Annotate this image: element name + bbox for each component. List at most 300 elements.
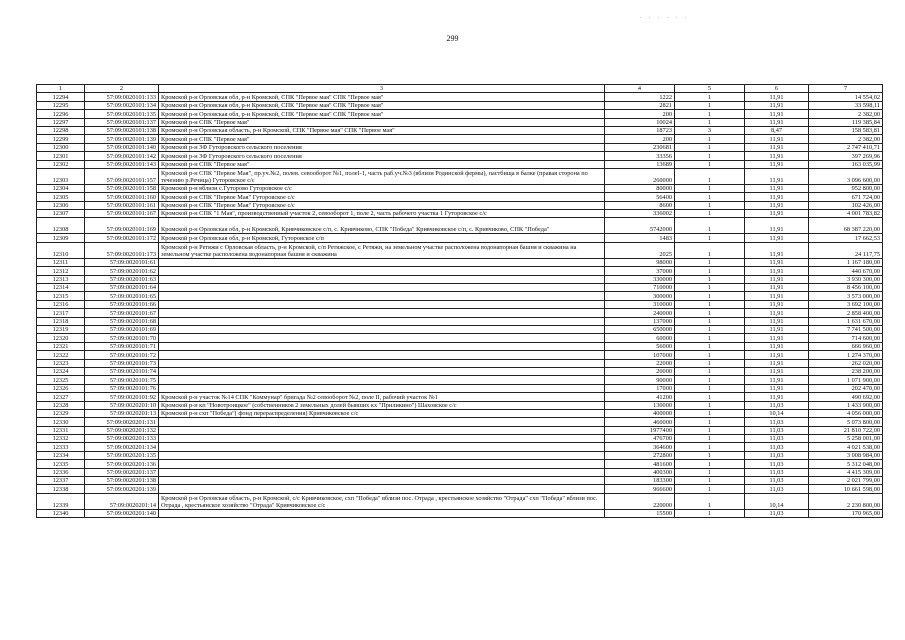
- count-cell: 1: [675, 292, 745, 300]
- table-row: [37, 234, 883, 242]
- rate-cell: 11,03: [745, 468, 809, 476]
- rate-cell: 11,91: [745, 300, 809, 308]
- location-cell: [159, 351, 605, 359]
- value-cell: 21 810 722,00: [809, 426, 883, 434]
- location-cell: [159, 435, 605, 443]
- location-cell: [159, 376, 605, 384]
- rate-cell: 11,91: [745, 201, 809, 209]
- row-number-cell: 12325: [37, 376, 85, 384]
- area-cell: 240000: [605, 309, 675, 317]
- cadastral-number-cell: 57:09:0020101:133: [85, 93, 159, 101]
- value-cell: 4 021 538,00: [809, 443, 883, 451]
- location-cell: [159, 418, 605, 426]
- table-row: [37, 393, 883, 401]
- count-cell: 1: [675, 101, 745, 109]
- area-cell: 130000: [605, 401, 675, 409]
- rate-cell: 11,03: [745, 418, 809, 426]
- cadastral-number-cell: 57:09:0020101:67: [85, 309, 159, 317]
- value-cell: 170 965,00: [809, 509, 883, 517]
- count-cell: 1: [675, 426, 745, 434]
- cadastral-number-cell: 57:09:0020101:92: [85, 393, 159, 401]
- row-number-cell: 12337: [37, 477, 85, 485]
- area-cell: 56400: [605, 193, 675, 201]
- cadastral-number-cell: 57:09:0020101:65: [85, 292, 159, 300]
- cadastral-number-cell: 57:09:0020101:142: [85, 152, 159, 160]
- cadastral-number-cell: 57:09:0020101:138: [85, 126, 159, 134]
- count-cell: 1: [675, 300, 745, 308]
- table-row: [37, 201, 883, 209]
- area-cell: 15500: [605, 509, 675, 517]
- area-cell: 8600: [605, 201, 675, 209]
- table-row: [37, 309, 883, 317]
- rate-cell: 11,91: [745, 218, 809, 234]
- cadastral-number-cell: 57:09:0020101:160: [85, 193, 159, 201]
- table-row: [37, 267, 883, 275]
- cadastral-number-cell: 57:09:0020201:13: [85, 409, 159, 417]
- location-cell: [159, 443, 605, 451]
- rate-cell: 11,91: [745, 367, 809, 375]
- value-cell: 163 035,99: [809, 160, 883, 168]
- table-row: [37, 334, 883, 342]
- count-cell: 1: [675, 242, 745, 258]
- column-header: 1: [37, 85, 85, 93]
- value-cell: 3 096 600,00: [809, 168, 883, 184]
- cadastral-number-cell: 57:09:0020101:139: [85, 135, 159, 143]
- row-number-cell: 12317: [37, 309, 85, 317]
- row-number-cell: 12295: [37, 101, 85, 109]
- area-cell: 260000: [605, 168, 675, 184]
- cadastral-number-cell: 57:09:0020101:69: [85, 325, 159, 333]
- area-cell: 300000: [605, 292, 675, 300]
- cadastral-number-cell: 57:09:0020101:71: [85, 342, 159, 350]
- area-cell: 107000: [605, 351, 675, 359]
- row-number-cell: 12332: [37, 435, 85, 443]
- table-row: [37, 376, 883, 384]
- value-cell: 14 554,02: [809, 93, 883, 101]
- area-cell: 966600: [605, 485, 675, 493]
- location-cell: Кромской р-н СПК "Первое мая": [159, 118, 605, 126]
- rate-cell: 11,03: [745, 426, 809, 434]
- count-cell: 1: [675, 193, 745, 201]
- table-row: [37, 210, 883, 218]
- rate-cell: 11,91: [745, 334, 809, 342]
- count-cell: 1: [675, 110, 745, 118]
- cadastral-number-cell: 57:09:0020101:61: [85, 258, 159, 266]
- rate-cell: 11,03: [745, 401, 809, 409]
- table-row: [37, 485, 883, 493]
- table-row: [37, 418, 883, 426]
- count-cell: 1: [675, 201, 745, 209]
- rate-cell: 11,91: [745, 234, 809, 242]
- rate-cell: 11,91: [745, 267, 809, 275]
- count-cell: 1: [675, 477, 745, 485]
- value-cell: 68 387 220,00: [809, 218, 883, 234]
- row-number-cell: 12294: [37, 93, 85, 101]
- rate-cell: 11,91: [745, 351, 809, 359]
- count-cell: 1: [675, 143, 745, 151]
- table-row: [37, 242, 883, 258]
- value-cell: 4 001 783,82: [809, 210, 883, 218]
- location-cell: Кромской р-н Орловская обл, р-н Кромской, СПК "Первое мая" СПК "Первое мая": [159, 93, 605, 101]
- location-cell: [159, 468, 605, 476]
- value-cell: 490 692,00: [809, 393, 883, 401]
- row-number-cell: 12340: [37, 509, 85, 517]
- value-cell: 3 692 100,00: [809, 300, 883, 308]
- count-cell: 1: [675, 184, 745, 192]
- row-number-cell: 12335: [37, 460, 85, 468]
- count-cell: 1: [675, 152, 745, 160]
- row-number-cell: 12338: [37, 485, 85, 493]
- row-number-cell: 12301: [37, 152, 85, 160]
- table-row: [37, 317, 883, 325]
- count-cell: 1: [675, 367, 745, 375]
- location-cell: [159, 477, 605, 485]
- cadastral-number-cell: 57:09:0020101:143: [85, 160, 159, 168]
- rate-cell: 8,47: [745, 126, 809, 134]
- area-cell: 710000: [605, 284, 675, 292]
- cadastral-number-cell: 57:09:0020201:131: [85, 418, 159, 426]
- value-cell: 10 661 598,00: [809, 485, 883, 493]
- table-row: [37, 284, 883, 292]
- row-number-cell: 12320: [37, 334, 85, 342]
- count-cell: 1: [675, 485, 745, 493]
- value-cell: 24 117,75: [809, 242, 883, 258]
- value-cell: 3 930 300,00: [809, 275, 883, 283]
- rate-cell: 11,03: [745, 460, 809, 468]
- area-cell: 1222: [605, 93, 675, 101]
- value-cell: 714 600,00: [809, 334, 883, 342]
- cadastral-number-cell: 57:09:0020201:10: [85, 401, 159, 409]
- value-cell: 262 020,00: [809, 359, 883, 367]
- area-cell: 460000: [605, 418, 675, 426]
- count-cell: 1: [675, 384, 745, 392]
- value-cell: 440 670,00: [809, 267, 883, 275]
- rate-cell: 11,03: [745, 435, 809, 443]
- table-row: [37, 460, 883, 468]
- area-cell: 183300: [605, 477, 675, 485]
- cadastral-number-cell: 57:09:0020201:136: [85, 460, 159, 468]
- cadastral-number-cell: 57:09:0020201:133: [85, 435, 159, 443]
- location-cell: Кромской р-н ЗФ Гуторовского сельского поселения: [159, 152, 605, 160]
- count-cell: 1: [675, 468, 745, 476]
- area-cell: 476700: [605, 435, 675, 443]
- rate-cell: 11,91: [745, 359, 809, 367]
- area-cell: 2821: [605, 101, 675, 109]
- cadastral-number-cell: 57:09:0020101:161: [85, 201, 159, 209]
- location-cell: [159, 317, 605, 325]
- cadastral-number-cell: 57:09:0020201:139: [85, 485, 159, 493]
- area-cell: 18723: [605, 126, 675, 134]
- rate-cell: 11,91: [745, 325, 809, 333]
- count-cell: 1: [675, 258, 745, 266]
- table-row: [37, 426, 883, 434]
- value-cell: 4 056 000,00: [809, 409, 883, 417]
- table-row: [37, 493, 883, 509]
- count-cell: 1: [675, 376, 745, 384]
- value-cell: 1 274 370,00: [809, 351, 883, 359]
- location-cell: [159, 300, 605, 308]
- cadastral-number-cell: 57:09:0020101:158: [85, 184, 159, 192]
- count-cell: 1: [675, 93, 745, 101]
- location-cell: [159, 367, 605, 375]
- rate-cell: 11,91: [745, 258, 809, 266]
- count-cell: 3: [675, 126, 745, 134]
- table-row: [37, 509, 883, 517]
- location-cell: Кромской р-н вблизи с.Гуторово Гуторовское с/с: [159, 184, 605, 192]
- table-row: [37, 409, 883, 417]
- cadastral-number-cell: 57:09:0020101:173: [85, 242, 159, 258]
- page-number: 299: [446, 34, 459, 43]
- cadastral-number-cell: 57:09:0020101:135: [85, 110, 159, 118]
- cadastral-number-cell: 57:09:0020101:75: [85, 376, 159, 384]
- row-number-cell: 12319: [37, 325, 85, 333]
- rate-cell: 11,91: [745, 135, 809, 143]
- table-row: [37, 93, 883, 101]
- cadastral-number-cell: 57:09:0020101:66: [85, 300, 159, 308]
- value-cell: 119 385,84: [809, 118, 883, 126]
- count-cell: 1: [675, 351, 745, 359]
- value-cell: 33 598,11: [809, 101, 883, 109]
- value-cell: 1 167 180,00: [809, 258, 883, 266]
- value-cell: 2 021 799,00: [809, 477, 883, 485]
- row-number-cell: 12334: [37, 451, 85, 459]
- value-cell: 2 747 410,71: [809, 143, 883, 151]
- location-cell: [159, 284, 605, 292]
- cadastral-number-cell: 57:09:0020201:135: [85, 451, 159, 459]
- table-row: [37, 218, 883, 234]
- row-number-cell: 12312: [37, 267, 85, 275]
- location-cell: Кромской р-н СПК "Первое мая": [159, 160, 605, 168]
- rate-cell: 11,91: [745, 284, 809, 292]
- location-cell: [159, 267, 605, 275]
- row-number-cell: 12327: [37, 393, 85, 401]
- value-cell: 666 960,00: [809, 342, 883, 350]
- area-cell: 56000: [605, 342, 675, 350]
- row-number-cell: 12307: [37, 210, 85, 218]
- count-cell: 1: [675, 267, 745, 275]
- count-cell: 1: [675, 493, 745, 509]
- table-row: [37, 468, 883, 476]
- location-cell: [159, 292, 605, 300]
- table-row: [37, 351, 883, 359]
- table-row: [37, 275, 883, 283]
- row-number-cell: 12326: [37, 384, 85, 392]
- count-cell: 1: [675, 334, 745, 342]
- value-cell: 3 008 984,00: [809, 451, 883, 459]
- area-cell: 80000: [605, 184, 675, 192]
- table-row: [37, 168, 883, 184]
- table-row: [37, 101, 883, 109]
- area-cell: 650000: [605, 325, 675, 333]
- rate-cell: 10,14: [745, 493, 809, 509]
- count-cell: 1: [675, 309, 745, 317]
- area-cell: 200: [605, 135, 675, 143]
- count-cell: 1: [675, 168, 745, 184]
- area-cell: 13689: [605, 160, 675, 168]
- row-number-cell: 12322: [37, 351, 85, 359]
- count-cell: 1: [675, 218, 745, 234]
- row-number-cell: 12324: [37, 367, 85, 375]
- table-row: [37, 300, 883, 308]
- area-cell: 272800: [605, 451, 675, 459]
- location-cell: [159, 384, 605, 392]
- location-cell: Кромской р-н Орловская обл, р-н Кромской, Гуторовское с/п: [159, 234, 605, 242]
- row-number-cell: 12316: [37, 300, 85, 308]
- row-number-cell: 12328: [37, 401, 85, 409]
- count-cell: 1: [675, 393, 745, 401]
- row-number-cell: 12297: [37, 118, 85, 126]
- rate-cell: 11,91: [745, 393, 809, 401]
- cadastral-number-cell: 57:09:0020101:73: [85, 359, 159, 367]
- value-cell: 4 415 309,00: [809, 468, 883, 476]
- rate-cell: 11,03: [745, 485, 809, 493]
- table-row: [37, 451, 883, 459]
- rate-cell: 11,91: [745, 384, 809, 392]
- row-number-cell: 12302: [37, 160, 85, 168]
- value-cell: 102 426,00: [809, 201, 883, 209]
- cadastral-number-cell: 57:09:0020101:76: [85, 384, 159, 392]
- location-cell: Кромской р-н кп "Новотроицкое" (собственников 2 земельных долей бывших кх "Приликино") Шаховское с/с: [159, 401, 605, 409]
- row-number-cell: 12299: [37, 135, 85, 143]
- location-cell: [159, 359, 605, 367]
- rate-cell: 11,91: [745, 317, 809, 325]
- area-cell: 310000: [605, 300, 675, 308]
- rate-cell: 10,14: [745, 409, 809, 417]
- value-cell: 397 269,96: [809, 152, 883, 160]
- count-cell: 1: [675, 443, 745, 451]
- area-cell: 481600: [605, 460, 675, 468]
- rate-cell: 11,91: [745, 184, 809, 192]
- table-row: [37, 143, 883, 151]
- location-cell: Кромской р-н СПК "Первое мая": [159, 135, 605, 143]
- area-cell: 364600: [605, 443, 675, 451]
- row-number-cell: 12303: [37, 168, 85, 184]
- row-number-cell: 12298: [37, 126, 85, 134]
- table-row: [37, 135, 883, 143]
- location-cell: Кромской р-н СПК "Первое Мая", пр.уч.№2, полев. севооборот №1, полеI-1, часть раб.уч.№3 (вблизи Родинской фермы), пастбища в балке (правая сторона по течению р.Речица) Гуторовское с/с: [159, 168, 605, 184]
- row-number-cell: 12311: [37, 258, 85, 266]
- cadastral-number-cell: 57:09:0020101:172: [85, 234, 159, 242]
- rate-cell: 11,91: [745, 168, 809, 184]
- rate-cell: 11,91: [745, 376, 809, 384]
- location-cell: [159, 334, 605, 342]
- location-cell: Кромской р-н Орловская обл, р-н Кромской, Кривчиковское с/п, с. Кривчиково, СПК "Победа" Кривчиковское с/п, с. Кривчиково, СПК "Победа": [159, 218, 605, 234]
- location-cell: [159, 451, 605, 459]
- row-number-cell: 12314: [37, 284, 85, 292]
- cadastral-number-cell: 57:09:0020101:134: [85, 101, 159, 109]
- cadastral-number-cell: 57:09:0020201:138: [85, 477, 159, 485]
- table-row: [37, 342, 883, 350]
- value-cell: 238 200,00: [809, 367, 883, 375]
- cadastral-number-cell: 57:09:0020101:64: [85, 284, 159, 292]
- cadastral-number-cell: 57:09:0020101:157: [85, 168, 159, 184]
- location-cell: [159, 275, 605, 283]
- value-cell: 2 382,00: [809, 135, 883, 143]
- area-cell: 22000: [605, 359, 675, 367]
- rate-cell: 11,91: [745, 242, 809, 258]
- table-row: [37, 401, 883, 409]
- cadastral-number-cell: 57:09:0020101:74: [85, 367, 159, 375]
- value-cell: 2 858 400,00: [809, 309, 883, 317]
- cadastral-number-cell: 57:09:0020201:134: [85, 443, 159, 451]
- row-number-cell: 12313: [37, 275, 85, 283]
- area-cell: 20000: [605, 367, 675, 375]
- area-cell: 400300: [605, 468, 675, 476]
- location-cell: [159, 460, 605, 468]
- location-cell: [159, 258, 605, 266]
- rate-cell: 11,91: [745, 110, 809, 118]
- column-header: 4: [605, 85, 675, 93]
- value-cell: 2 230 800,00: [809, 493, 883, 509]
- value-cell: 8 456 100,00: [809, 284, 883, 292]
- area-cell: 10024: [605, 118, 675, 126]
- table-row: [37, 384, 883, 392]
- location-cell: Кромской р-н ЗФ Гуторовского сельского поселения: [159, 143, 605, 151]
- area-cell: 17000: [605, 384, 675, 392]
- value-cell: 5 258 001,00: [809, 435, 883, 443]
- count-cell: 1: [675, 118, 745, 126]
- rate-cell: 11,91: [745, 193, 809, 201]
- row-number-cell: 12323: [37, 359, 85, 367]
- area-cell: 336002: [605, 210, 675, 218]
- cadastral-number-cell: 57:09:0020101:169: [85, 218, 159, 234]
- rate-cell: 11,03: [745, 509, 809, 517]
- table-row: [37, 110, 883, 118]
- row-number-cell: 12339: [37, 493, 85, 509]
- registry-table: [36, 84, 883, 518]
- table-row: [37, 193, 883, 201]
- table-header-row: [37, 85, 883, 93]
- value-cell: 1 433 900,00: [809, 401, 883, 409]
- rate-cell: 11,91: [745, 309, 809, 317]
- location-cell: Кромской р-н Орловская область, р-н Кромской, СПК "Первое мая" СПК "Первое мая": [159, 126, 605, 134]
- rate-cell: 11,91: [745, 292, 809, 300]
- count-cell: 1: [675, 359, 745, 367]
- cadastral-number-cell: 57:09:0020101:70: [85, 334, 159, 342]
- location-cell: Кромской р-н СПК "Первое Мая" Гуторовское с/с: [159, 201, 605, 209]
- area-cell: 137000: [605, 317, 675, 325]
- area-cell: 230681: [605, 143, 675, 151]
- value-cell: 1 631 670,00: [809, 317, 883, 325]
- cadastral-number-cell: 57:09:0020101:72: [85, 351, 159, 359]
- location-cell: [159, 509, 605, 517]
- row-number-cell: 12336: [37, 468, 85, 476]
- area-cell: 200: [605, 110, 675, 118]
- column-header: 7: [809, 85, 883, 93]
- cadastral-number-cell: 57:09:0020201:140: [85, 509, 159, 517]
- area-cell: 330000: [605, 275, 675, 283]
- count-cell: 1: [675, 451, 745, 459]
- location-cell: [159, 426, 605, 434]
- column-header: 5: [675, 85, 745, 93]
- area-cell: 90000: [605, 376, 675, 384]
- table-row: [37, 152, 883, 160]
- table-row: [37, 126, 883, 134]
- location-cell: Кромской р-н СПК "Первое Мая" Гуторовское с/с: [159, 193, 605, 201]
- area-cell: 220000: [605, 493, 675, 509]
- count-cell: 1: [675, 435, 745, 443]
- rate-cell: 11,91: [745, 101, 809, 109]
- table-row: [37, 367, 883, 375]
- row-number-cell: 12331: [37, 426, 85, 434]
- location-cell: Кромской р-н Орловская область, р-н Кромской, с/с Кривчиковское, схп "Победа" вблизи пос. Отрада , крестьянское хозяйство "Отрада" схп "Победа" вблизи пос. Отрада , крестьянское хозяйство "Отрада" Кривчиковское с/с: [159, 493, 605, 509]
- count-cell: 1: [675, 418, 745, 426]
- table-row: [37, 184, 883, 192]
- value-cell: 2 382,00: [809, 110, 883, 118]
- table-row: [37, 443, 883, 451]
- area-cell: 1977400: [605, 426, 675, 434]
- table-row: [37, 477, 883, 485]
